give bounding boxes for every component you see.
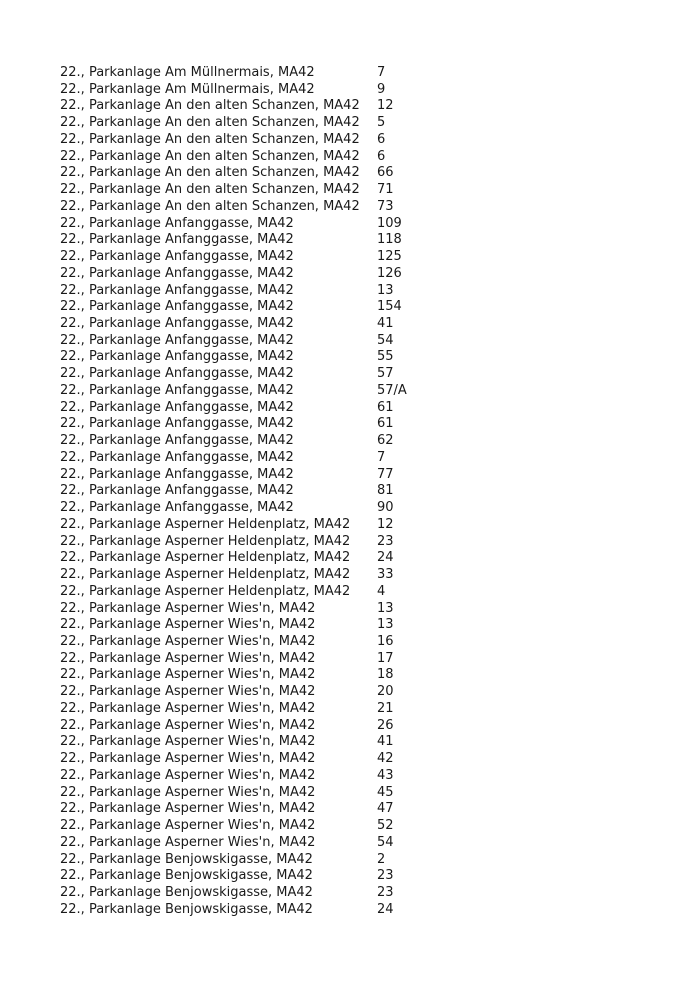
park-name: 22., Parkanlage Anfanggasse, MA42 [60,366,294,382]
house-number: 7 [377,65,386,80]
house-number: 90 [377,500,394,516]
house-number: 126 [377,265,402,281]
list-item [60,835,437,852]
list-item [60,534,437,551]
house-number: 4 [377,583,386,599]
house-number: 54 [377,834,394,850]
park-name: 22., Parkanlage Anfanggasse, MA42 [60,299,294,315]
house-number: 9 [377,81,386,97]
park-name: 22., Parkanlage An den alten Schanzen, MA42 [60,98,360,114]
house-number: 6 [377,148,386,164]
house-number: 2 [377,851,386,867]
park-name: 22., Parkanlage Asperner Heldenplatz, MA42 [60,516,351,532]
house-number: 17 [377,650,394,666]
park-name: 22., Parkanlage Anfanggasse, MA42 [60,483,294,499]
park-name: 22., Parkanlage Asperner Wies'n, MA42 [60,700,316,716]
park-name: 22., Parkanlage Asperner Wies'n, MA42 [60,751,316,767]
house-number: 24 [377,901,394,917]
house-number: 47 [377,801,394,817]
list-item [60,734,437,751]
list-item [60,684,437,701]
park-name: 22., Parkanlage Asperner Heldenplatz, MA42 [60,533,351,549]
house-number: 7 [377,449,386,465]
list-item [60,400,437,417]
list-item [60,199,437,216]
park-name: 22., Parkanlage Asperner Wies'n, MA42 [60,818,316,834]
park-name: 22., Parkanlage Asperner Wies'n, MA42 [60,667,316,683]
house-number: 13 [377,600,394,616]
park-name: 22., Parkanlage Benjowskigasse, MA42 [60,851,313,867]
list-item [60,132,437,149]
park-name: 22., Parkanlage Anfanggasse, MA42 [60,449,294,465]
house-number: 23 [377,868,394,884]
park-name: 22., Parkanlage Anfanggasse, MA42 [60,282,294,298]
list-item [60,165,437,182]
park-name: 22., Parkanlage Anfanggasse, MA42 [60,249,294,265]
house-number: 118 [377,232,402,248]
house-number: 57 [377,366,394,382]
house-number: 12 [377,98,394,114]
list-item [60,617,437,634]
house-number: 61 [377,399,394,415]
house-number: 33 [377,567,394,583]
house-number: 66 [377,165,394,181]
park-name: 22., Parkanlage Anfanggasse, MA42 [60,265,294,281]
house-number: 24 [377,550,394,566]
house-number: 20 [377,684,394,700]
park-name: 22., Parkanlage An den alten Schanzen, MA42 [60,165,360,181]
park-name: 22., Parkanlage Benjowskigasse, MA42 [60,868,313,884]
house-number: 41 [377,316,394,332]
list-item [60,182,437,199]
list-item [60,634,437,651]
list-item [60,567,437,584]
park-name: 22., Parkanlage An den alten Schanzen, MA42 [60,115,360,131]
house-number: 61 [377,416,394,432]
park-name: 22., Parkanlage Asperner Heldenplatz, MA42 [60,550,351,566]
list-item [60,550,437,567]
park-name: 22., Parkanlage Asperner Wies'n, MA42 [60,801,316,817]
list-item [60,266,437,283]
list-item [60,283,437,300]
house-number: 13 [377,282,394,298]
house-number: 62 [377,433,394,449]
list-item [60,232,437,249]
list-item [60,316,437,333]
house-number: 23 [377,884,394,900]
park-name: 22., Parkanlage Anfanggasse, MA42 [60,382,294,398]
list-item [60,82,437,99]
house-number: 54 [377,332,394,348]
list-item [60,651,437,668]
list-item [60,818,437,835]
list-item [60,751,437,768]
park-name: 22., Parkanlage Anfanggasse, MA42 [60,416,294,432]
list-item [60,450,437,467]
house-number: 154 [377,299,402,315]
house-number: 13 [377,617,394,633]
park-name: 22., Parkanlage An den alten Schanzen, MA42 [60,131,360,147]
park-name: 22., Parkanlage Anfanggasse, MA42 [60,500,294,516]
house-number: 23 [377,533,394,549]
list-item [60,216,437,233]
park-name: 22., Parkanlage Anfanggasse, MA42 [60,433,294,449]
park-name: 22., Parkanlage Asperner Wies'n, MA42 [60,717,316,733]
house-number: 81 [377,483,394,499]
house-number: 16 [377,633,394,649]
house-number: 12 [377,516,394,532]
list-item [60,115,437,132]
list-item [60,299,437,316]
list-item [60,667,437,684]
house-number: 43 [377,767,394,783]
list-item [60,718,437,735]
list-item [60,902,437,919]
list-item [60,249,437,266]
list-item [60,517,437,534]
list-item [60,701,437,718]
park-name: 22., Parkanlage Am Müllnermais, MA42 [60,65,315,80]
list-item [60,885,437,902]
park-name: 22., Parkanlage Asperner Wies'n, MA42 [60,684,316,700]
park-name: 22., Parkanlage Anfanggasse, MA42 [60,215,294,231]
house-number: 26 [377,717,394,733]
house-number: 21 [377,700,394,716]
park-name: 22., Parkanlage Asperner Wies'n, MA42 [60,784,316,800]
address-list [60,65,437,918]
park-name: 22., Parkanlage Asperner Heldenplatz, MA42 [60,583,351,599]
house-number: 52 [377,818,394,834]
park-name: 22., Parkanlage Asperner Wies'n, MA42 [60,600,316,616]
house-number: 77 [377,466,394,482]
house-number: 125 [377,249,402,265]
park-name: 22., Parkanlage Anfanggasse, MA42 [60,349,294,365]
house-number: 109 [377,215,402,231]
list-item [60,149,437,166]
house-number: 18 [377,667,394,683]
park-name: 22., Parkanlage Asperner Wies'n, MA42 [60,617,316,633]
park-name: 22., Parkanlage Asperner Wies'n, MA42 [60,834,316,850]
house-number: 42 [377,751,394,767]
list-item [60,98,437,115]
list-item [60,584,437,601]
park-name: 22., Parkanlage An den alten Schanzen, MA42 [60,198,360,214]
park-name: 22., Parkanlage Anfanggasse, MA42 [60,232,294,248]
list-item [60,801,437,818]
park-name: 22., Parkanlage Benjowskigasse, MA42 [60,901,313,917]
list-item [60,601,437,618]
list-item [60,383,437,400]
park-name: 22., Parkanlage Am Müllnermais, MA42 [60,81,315,97]
park-name: 22., Parkanlage An den alten Schanzen, MA42 [60,148,360,164]
house-number: 71 [377,182,394,198]
park-name: 22., Parkanlage Asperner Wies'n, MA42 [60,650,316,666]
park-name: 22., Parkanlage Anfanggasse, MA42 [60,332,294,348]
park-name: 22., Parkanlage Asperner Wies'n, MA42 [60,633,316,649]
list-item [60,868,437,885]
park-name: 22., Parkanlage Anfanggasse, MA42 [60,466,294,482]
list-item [60,500,437,517]
park-name: 22., Parkanlage Anfanggasse, MA42 [60,316,294,332]
list-item [60,785,437,802]
list-item [60,65,437,82]
park-name: 22., Parkanlage Asperner Wies'n, MA42 [60,767,316,783]
list-item [60,467,437,484]
house-number: 41 [377,734,394,750]
house-number: 73 [377,198,394,214]
list-item [60,416,437,433]
park-name: 22., Parkanlage Benjowskigasse, MA42 [60,884,313,900]
house-number: 6 [377,131,386,147]
house-number: 55 [377,349,394,365]
list-item [60,483,437,500]
park-name: 22., Parkanlage Asperner Heldenplatz, MA42 [60,567,351,583]
list-item [60,366,437,383]
park-name: 22., Parkanlage An den alten Schanzen, MA42 [60,182,360,198]
house-number: 57/A [377,382,407,398]
park-name: 22., Parkanlage Asperner Wies'n, MA42 [60,734,316,750]
list-item [60,768,437,785]
house-number: 5 [377,115,386,131]
list-item [60,433,437,450]
house-number: 45 [377,784,394,800]
list-item [60,852,437,869]
list-item [60,333,437,350]
park-name: 22., Parkanlage Anfanggasse, MA42 [60,399,294,415]
list-item [60,349,437,366]
